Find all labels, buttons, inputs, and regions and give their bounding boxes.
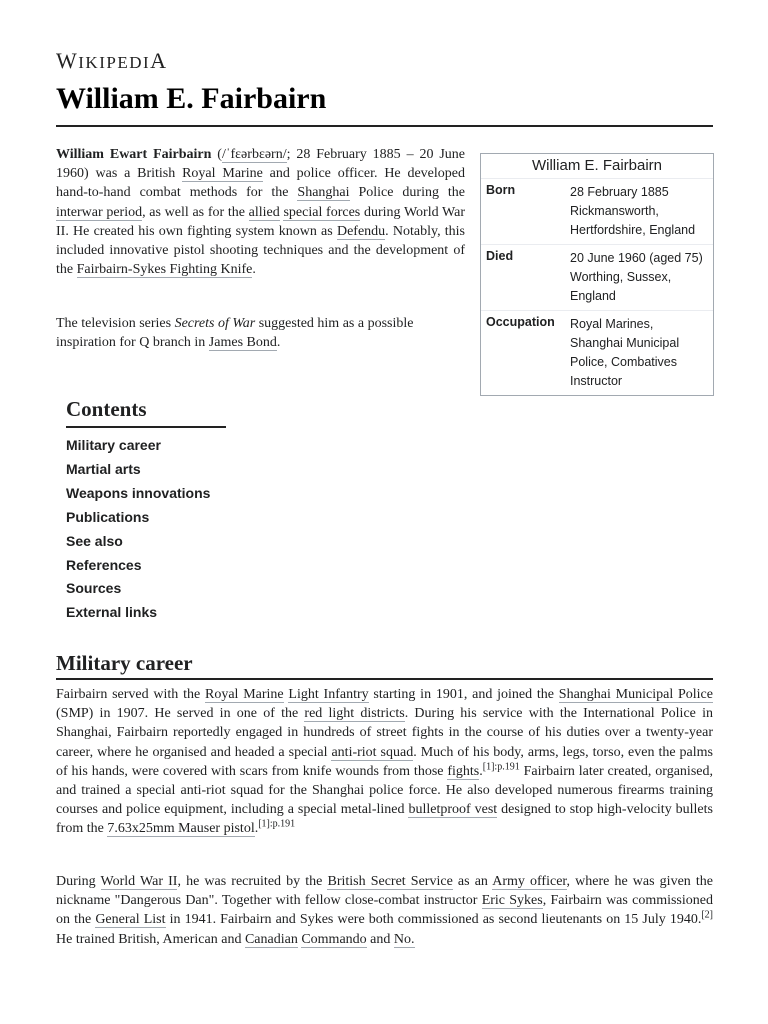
lead-text: suggested him as a possible inspiration for Q branch in xyxy=(56,316,414,351)
lead-paragraph-2 xyxy=(56,314,465,352)
link-bulletproof-vest[interactable]: bulletproof vest xyxy=(408,802,498,818)
military-career-paragraph-1 xyxy=(56,685,713,839)
infobox-row-born xyxy=(481,179,713,245)
lead-text: . Notably, this included innovative pistol shooting techniques and the development of the xyxy=(56,223,466,278)
toc-item-sources[interactable]: Sources xyxy=(66,580,122,597)
died-date: 20 June 1960 (aged 75) xyxy=(570,251,703,265)
link-army-officer[interactable]: Army officer xyxy=(492,874,567,889)
body-text: , where he was given the nickname "Dangerous Dan". Together with fellow close-combat instructor xyxy=(56,874,713,909)
body-text: Fairbairn served with the xyxy=(56,687,205,702)
table-of-contents xyxy=(66,397,226,625)
citation-ref[interactable]: [2] xyxy=(701,909,713,921)
link-mauser-pistol[interactable]: 7.63x25mm Mauser pistol xyxy=(107,821,255,837)
infobox-label-occupation: Occupation xyxy=(481,311,566,396)
born-date: 28 February 1885 xyxy=(570,185,669,199)
ipa-link[interactable]: /ˈfɛərbɛərn/ xyxy=(221,147,287,162)
link-shanghai[interactable]: Shanghai xyxy=(297,185,350,201)
lead-text: , as well as for the xyxy=(142,204,249,220)
wordmark-initial: W xyxy=(56,48,79,73)
link-shanghai-municipal-police[interactable]: Shanghai Municipal Police xyxy=(558,687,713,702)
body-text: Fairbairn later created, organised, and trained a special anti-riot squad for the Shanghai police force. He also developed numerous firearms training courses and police equipment, including a special metal-lined xyxy=(56,763,713,818)
wordmark-middle: IKIPEDI xyxy=(78,53,151,72)
link-red-light-districts[interactable]: red light districts xyxy=(304,706,405,722)
link-world-war-ii[interactable]: World War II xyxy=(100,874,178,889)
infobox-label-died: Died xyxy=(481,245,566,311)
body-text: and xyxy=(366,931,394,947)
body-text: , he was recruited by the xyxy=(177,874,328,889)
lead-text: . xyxy=(276,335,281,351)
body-text: . Much of his body, arms, legs, torso, even the palms of his hands, were covered with scars from knife wounds from those xyxy=(56,744,713,779)
toc-item-military-career[interactable]: Military career xyxy=(66,437,161,453)
series-title: Secrets of War xyxy=(174,316,256,331)
body-text: as an xyxy=(452,874,493,889)
link-royal-marine[interactable]: Royal Marine xyxy=(182,166,263,182)
title-divider xyxy=(56,125,713,127)
body-text: , Fairbairn was commissioned on the xyxy=(56,893,713,928)
infobox-table xyxy=(481,179,713,395)
body-text: He trained British, American and xyxy=(56,931,245,947)
link-defendu[interactable]: Defendu xyxy=(336,223,386,239)
infobox-row-occupation xyxy=(481,311,713,396)
born-place: Rickmansworth, Hertfordshire, England xyxy=(570,204,696,237)
citation-ref[interactable]: [1]:p.191 xyxy=(258,818,296,830)
wordmark-final: A xyxy=(150,48,168,73)
lead-paragraph xyxy=(56,145,465,279)
toc-list xyxy=(66,434,226,625)
link-light-infantry[interactable]: Light Infantry xyxy=(288,687,369,702)
toc-item-see-also[interactable]: See also xyxy=(66,532,123,549)
infobox-value-occupation: Royal Marines, Shanghai Municipal Police, Combatives Instructor xyxy=(566,311,713,396)
subject-name: William Ewart Fairbairn xyxy=(56,147,212,162)
body-text: designed to stop high-velocity bullets from the xyxy=(56,802,713,837)
toc-heading: Contents xyxy=(66,397,226,428)
body-text: . During his service with the International Police in Shanghai, Fairbairn reportedly engaged in hundreds of street fights in the course of his duties over a twenty-year career, where he organised and headed a special xyxy=(56,706,713,760)
toc-item-martial-arts[interactable]: Martial arts xyxy=(66,460,141,477)
link-canadian[interactable]: Canadian xyxy=(244,931,298,947)
link-royal-marine[interactable]: Royal Marine xyxy=(204,687,284,702)
wikipedia-wordmark[interactable] xyxy=(56,48,168,74)
body-text: (SMP) in 1907. He served in one of the xyxy=(56,706,305,722)
infobox-row-died xyxy=(481,245,713,311)
link-eric-sykes[interactable]: Eric Sykes xyxy=(481,893,543,909)
link-allied[interactable]: allied xyxy=(248,204,280,220)
link-british-secret-service[interactable]: British Secret Service xyxy=(327,874,453,889)
infobox-title: William E. Fairbairn xyxy=(481,154,713,179)
toc-item-references[interactable]: References xyxy=(66,556,142,573)
lead-text: . xyxy=(252,262,256,278)
infobox-value-born xyxy=(566,179,713,245)
lead-text: ; 28 February 1885 – 20 June 1960) was a British xyxy=(56,147,466,182)
link-fights[interactable]: fights xyxy=(447,763,480,779)
section-heading-military-career: Military career xyxy=(56,651,193,675)
lead-text: during World War II. He created his own fighting system known as xyxy=(56,204,465,239)
body-text: in 1941. Fairbairn and Sykes were both commissioned as second lieutenants on 15 July 1940. xyxy=(165,912,702,928)
lead-text: Police during the xyxy=(349,185,465,201)
body-text: . xyxy=(254,821,259,837)
body-text: . xyxy=(479,763,483,779)
link-james-bond[interactable]: James Bond xyxy=(208,335,277,351)
military-career-paragraph-2 xyxy=(56,872,713,949)
link-fairbairn-sykes-knife[interactable]: Fairbairn-Sykes Fighting Knife xyxy=(76,262,253,278)
body-text: During xyxy=(56,874,101,889)
toc-item-external-links[interactable]: External links xyxy=(66,604,158,621)
link-no[interactable]: No. xyxy=(393,931,415,947)
section-divider xyxy=(56,678,713,680)
page-title: William E. Fairbairn xyxy=(56,82,327,115)
link-interwar-period[interactable]: interwar period xyxy=(56,204,143,220)
infobox-label-born: Born xyxy=(486,183,516,197)
toc-item-weapons-innovations[interactable]: Weapons innovations xyxy=(66,484,211,501)
link-general-list[interactable]: General List xyxy=(95,912,166,928)
infobox-value-died xyxy=(566,245,713,311)
link-anti-riot-squad[interactable]: anti-riot squad xyxy=(331,744,414,760)
toc-item-publications[interactable]: Publications xyxy=(66,508,150,525)
lead-text: ( xyxy=(211,147,222,162)
infobox xyxy=(480,153,714,396)
died-place: Worthing, Sussex, England xyxy=(570,270,672,303)
body-text: starting in 1901, and joined the xyxy=(368,687,559,702)
lead-text: The television series xyxy=(56,316,175,331)
lead-text: and police officer. He developed hand-to-hand combat methods for the xyxy=(56,166,466,201)
citation-ref[interactable]: [1]:p.191 xyxy=(482,761,520,773)
link-commando[interactable]: Commando xyxy=(301,931,367,947)
link-special-forces[interactable]: special forces xyxy=(283,204,361,220)
